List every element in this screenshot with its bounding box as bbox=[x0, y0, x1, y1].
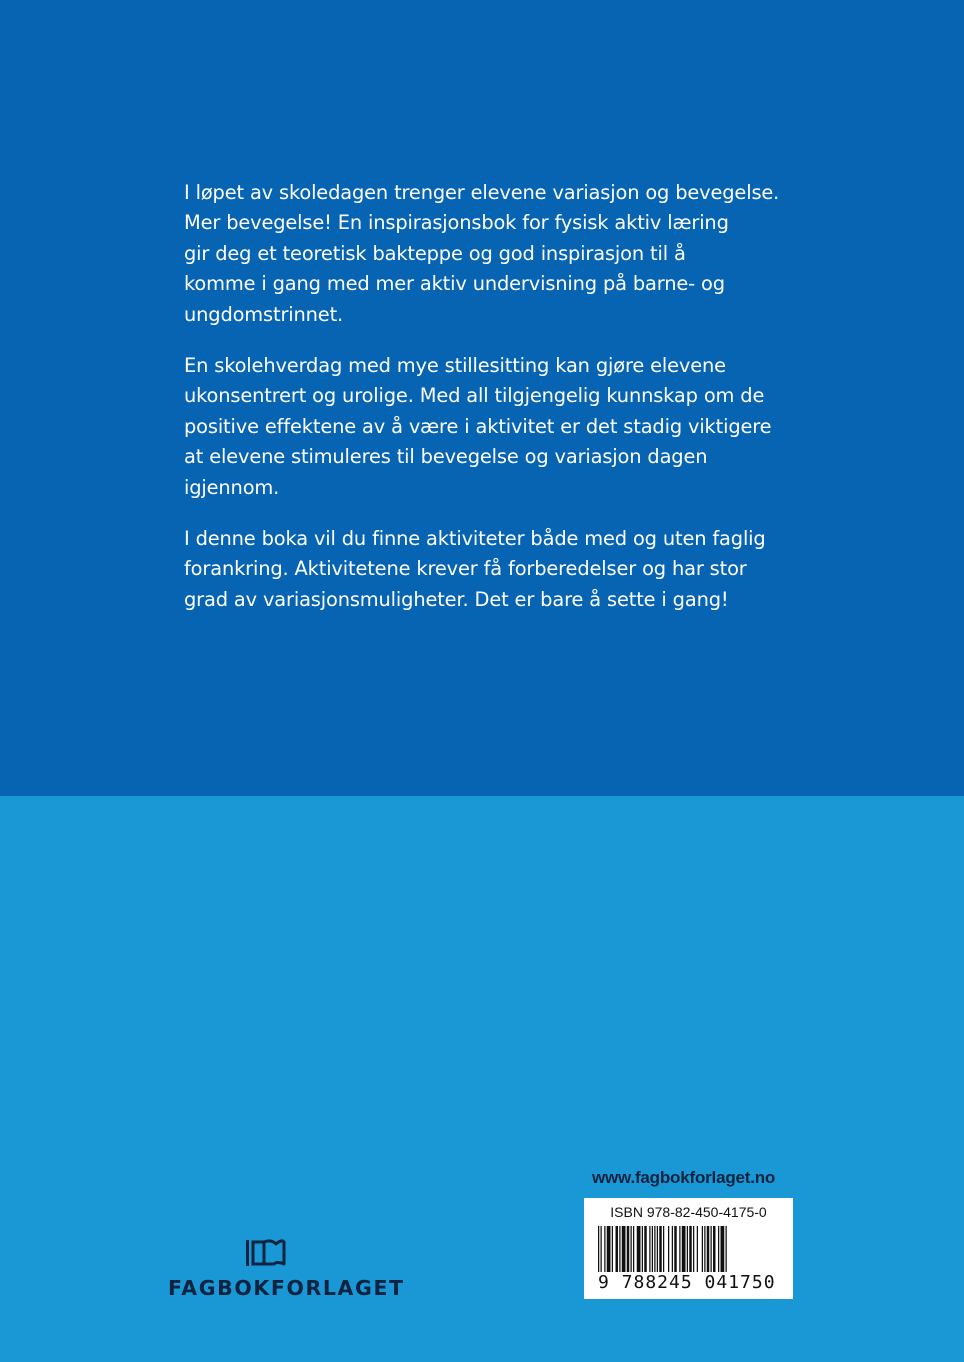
blurb-line: igjennom. bbox=[184, 475, 280, 499]
blurb-line: positive effektene av å være i aktivitet er det stadig viktigere bbox=[184, 414, 772, 438]
bottom-light-blue-panel bbox=[0, 796, 964, 1362]
barcode-digits: 9 788245 041750 bbox=[598, 1272, 776, 1293]
book-logo-icon bbox=[244, 1238, 286, 1268]
publisher-name: FAGBOKFORLAGET bbox=[168, 1276, 405, 1300]
blurb-line: I denne boka vil du finne aktiviteter både med og uten faglig bbox=[184, 527, 766, 551]
isbn-label: ISBN 978-82-450-4175-0 bbox=[610, 1204, 767, 1220]
barcode-icon bbox=[598, 1226, 780, 1272]
isbn-barcode bbox=[584, 1198, 793, 1299]
back-cover-blurb bbox=[184, 178, 804, 636]
blurb-line: grad av variasjonsmuligheter. Det er bare å sette i gang! bbox=[184, 587, 729, 611]
blurb-paragraph-1 bbox=[184, 178, 804, 330]
blurb-line: I løpet av skoledagen trenger elevene variasjon og bevegelse. bbox=[184, 181, 780, 204]
blurb-paragraph-2 bbox=[184, 351, 804, 503]
blurb-line: at elevene stimuleres til bevegelse og variasjon dagen bbox=[184, 445, 708, 469]
publisher-website[interactable]: www.fagbokforlaget.no bbox=[592, 1168, 776, 1187]
blurb-line: komme i gang med mer aktiv undervisning på barne- og bbox=[184, 272, 725, 296]
blurb-paragraph-3 bbox=[184, 524, 804, 615]
blurb-line: Mer bevegelse! En inspirasjonsbok for fysisk aktiv læring bbox=[184, 211, 729, 235]
blurb-line: forankring. Aktivitetene krever få forberedelser og har stor bbox=[184, 557, 747, 581]
blurb-line: gir deg et teoretisk bakteppe og god inspirasjon til å bbox=[184, 241, 686, 265]
blurb-line: En skolehverdag med mye stillesitting kan gjøre elevene bbox=[184, 354, 726, 378]
blurb-line: ungdomstrinnet. bbox=[184, 302, 344, 326]
blurb-line: ukonsentrert og urolige. Med all tilgjengelig kunnskap om de bbox=[184, 384, 765, 408]
